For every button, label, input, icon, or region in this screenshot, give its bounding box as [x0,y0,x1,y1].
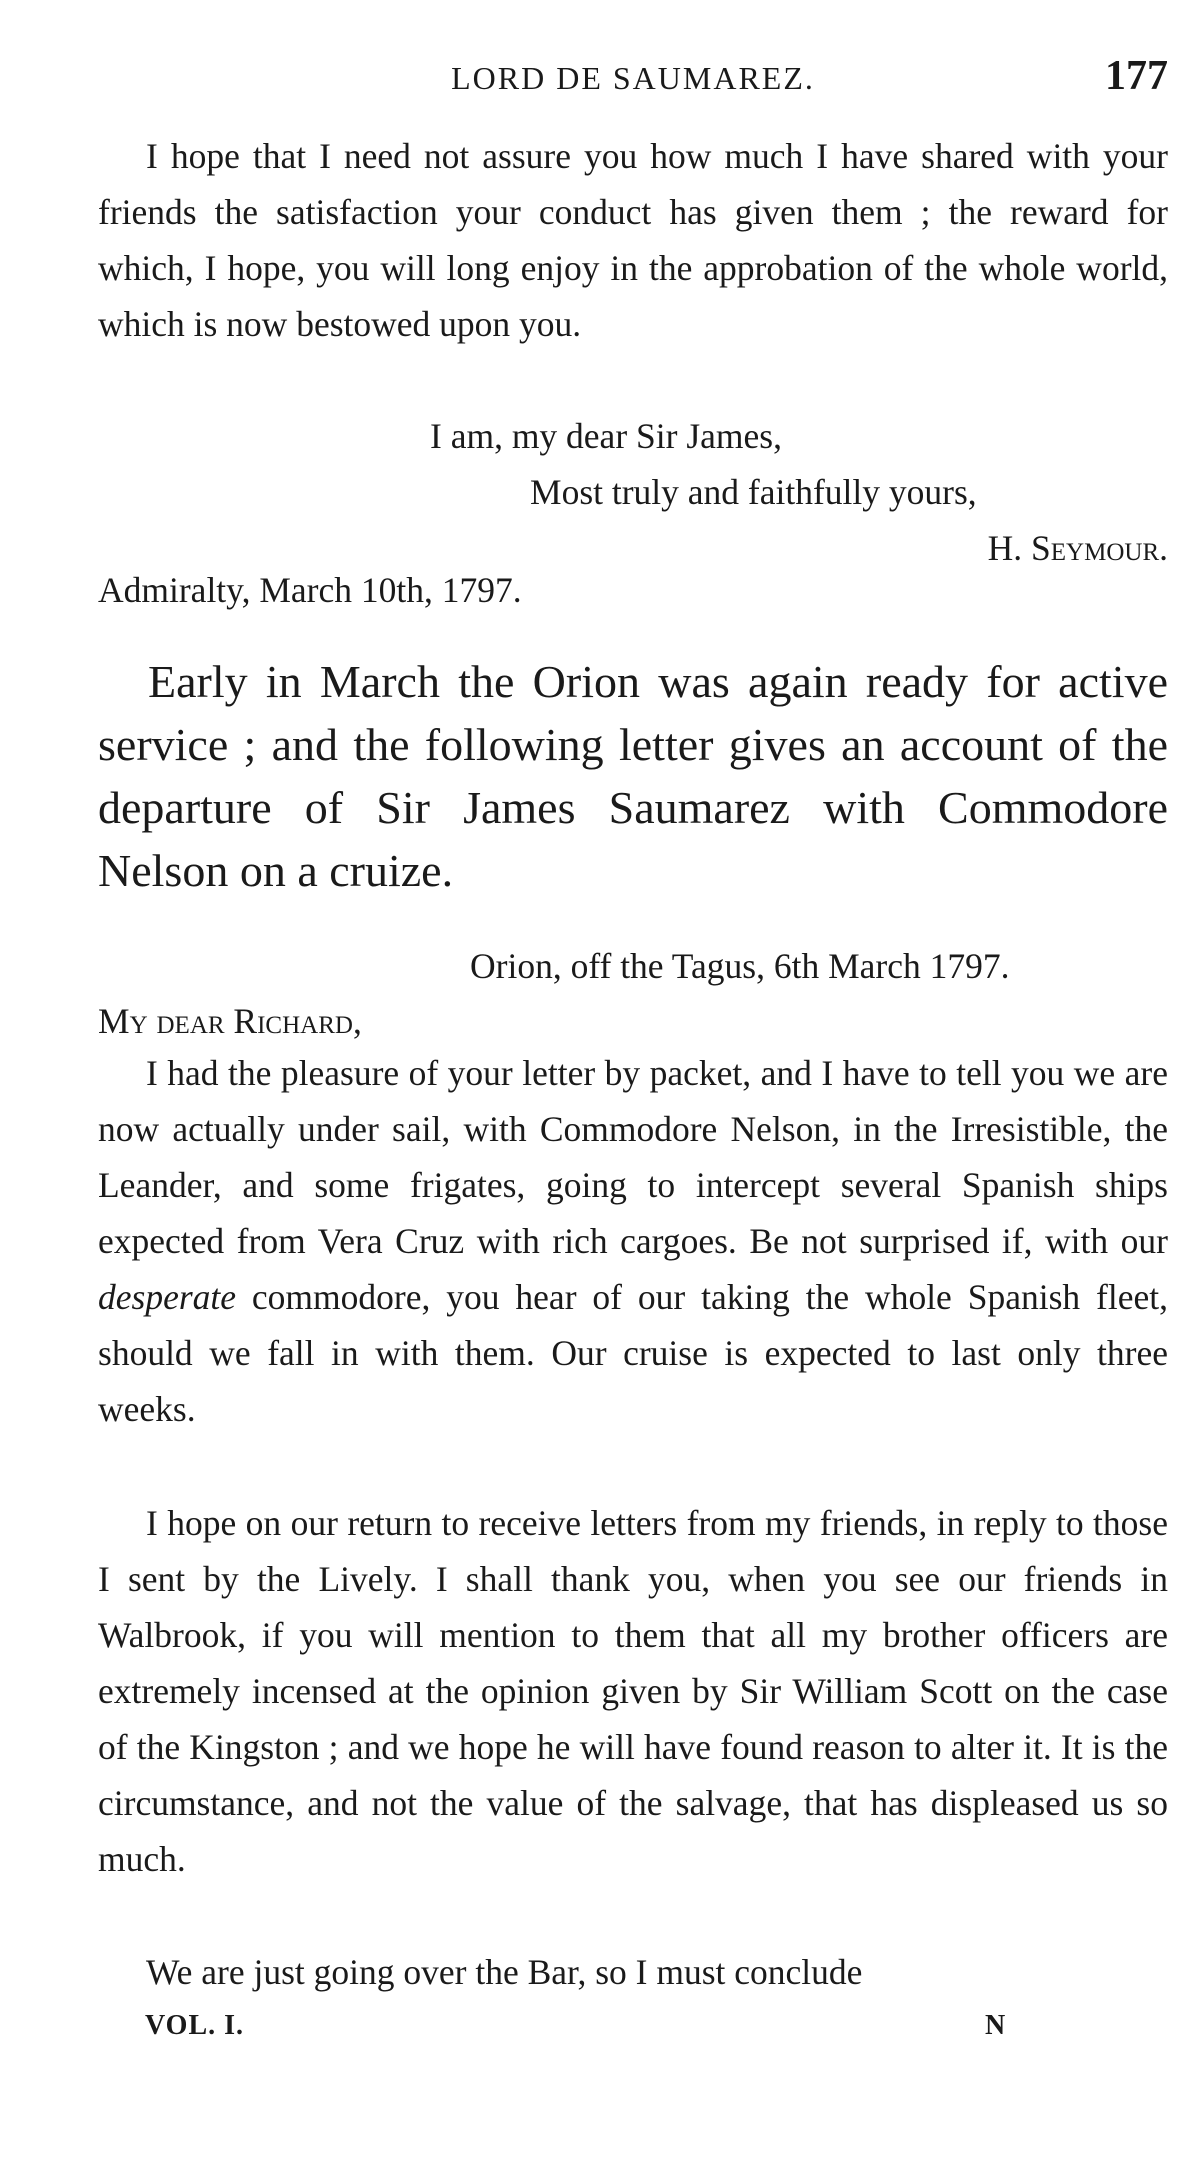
letter2-salutation: My dear Richard, [98,1001,362,1041]
narrative-paragraph [98,650,1168,902]
running-title: LORD DE SAUMAREZ. [451,60,815,96]
letter1-closing-line2: Most truly and faithfully yours, [530,472,977,512]
letter1-paragraph: I hope that I need not assure you how much I have shared with your friends the satisfaction your conduct has given them ; the reward for which, I hope, you will long enjoy in the approbation of the whole world, which is now bestowed upon you. [98,136,1168,344]
volume-label: VOL. I. [145,2010,245,2041]
letter2-paragraph1 [98,1045,1168,1437]
letter1-dateline: Admiralty, March 10th, 1797. [98,570,522,610]
letter2-p1-part1: I had the pleasure of your letter by packet, and I have to tell you we are now actually under sail, with Commodore Nelson, in the Irresistible, the Leander, and some frigates, going to intercept several Spanish ships expected from Vera Cruz with rich cargoes. Be not surprised if, with our [98,1053,1168,1261]
signature-mark: N [985,2010,1007,2041]
page-footer [145,2010,1015,2042]
page-header [98,52,1168,112]
letter2-p3-text: We are just going over the Bar, so I must conclude [146,1952,863,1992]
letter1-body [98,128,1168,352]
letter2-p1-emphasis: desperate [98,1277,237,1317]
signature-initial: H. S [987,528,1051,568]
letter2-p2-text: I hope on our return to receive letters from my friends, in reply to those I sent by the Lively. I shall thank you, when you see our friends in Walbrook, if you will mention to them that all my brother officers are extremely incensed at the opinion given by Sir William Scott on the case of the Kingston ; and we hope he will have found reason to alter it. It is the circumstance, and not the value of the salvage, that has displeased us so much. [98,1503,1168,1879]
letter2-p1-part2: commodore, you hear of our taking the whole Spanish fleet, should we fall in with them. Our cruise is expected to last only three weeks. [98,1277,1168,1429]
letter1-signature [988,520,1168,576]
narrative-text: Early in March the Orion was again ready for active service ; and the following letter gives an account of the departure of Sir James Saumarez with Commodore Nelson on a cruize. [98,656,1168,896]
signature-surname: eymour. [1050,528,1168,568]
letter2-paragraph3 [98,1944,1168,2000]
letter2-date: Orion, off the Tagus, 6th March 1797. [470,946,1010,986]
letter1-closing-line1: I am, my dear Sir James, [430,416,782,456]
page-number: 177 [1105,53,1168,99]
letter2-paragraph2 [98,1495,1168,1887]
